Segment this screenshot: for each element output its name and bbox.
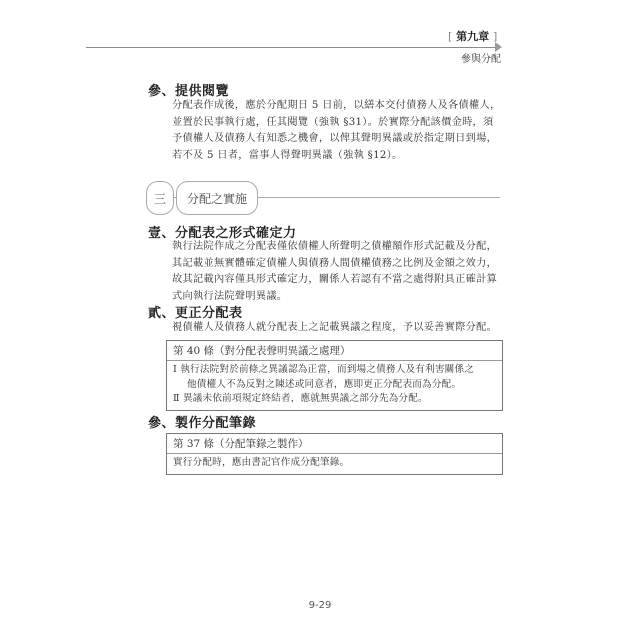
chapter-text: 第九章 <box>456 30 490 43</box>
text-line: 其記載並無實體確定債權人與債務人間債權債務之比例及金額之效力， <box>172 257 498 269</box>
article-37-title: 第 37 條（分配筆錄之製作） <box>167 434 502 454</box>
heading-correct-table: 貳、更正分配表 <box>148 306 243 321</box>
heading-provide-view: 參、提供閱覽 <box>148 84 230 99</box>
article-40-box <box>166 340 503 411</box>
article-40-title: 第 40 條（對分配表聲明異議之處理） <box>167 341 502 361</box>
text-line: 並置於民事執行處，任其閱覽（強執 §31）。於實際分配該價金時，須 <box>172 116 494 128</box>
text-line: 若不及 5 日者，當事人得聲明異議（強執 §12）。 <box>172 149 403 161</box>
paragraph-correct-table: 視債權人及債務人就分配表上之記載異議之程度，予以妥善實際分配。 <box>172 322 498 333</box>
article-line: 他債權人不為反對之陳述或同意者，應即更正分配表而為分配。 <box>187 378 462 390</box>
text-line: 予債權人及債務人有知悉之機會，以俾其聲明異議或於指定期日到場， <box>172 133 498 144</box>
heading-distribution-record: 參、製作分配筆錄 <box>148 416 257 431</box>
paragraph-formal-finality <box>172 239 502 305</box>
article-37-box <box>166 433 503 475</box>
article-37-body: 實行分配時，應由書記官作成分配筆錄。 <box>173 457 350 468</box>
section-title: 分配之實施 <box>176 181 258 215</box>
heading-formal-finality: 壹、分配表之形式確定力 <box>148 226 297 241</box>
text-line: 故其記載內容僅具形式確定力，關係人若認有不當之處得附具正確計算 <box>172 274 498 285</box>
section-number: 三 <box>146 181 174 215</box>
page-number: 9-29 <box>308 600 332 611</box>
article-line: Ⅰ 執行法院對於前條之異議認為正當，而到場之債務人及有利害關係之 <box>173 364 475 375</box>
paragraph-provide-view <box>172 98 502 164</box>
chapter-label: [ 第九章 ] <box>448 30 498 43</box>
text-line: 式向執行法院聲明異議。 <box>172 290 288 302</box>
chapter-subtitle: 參與分配 <box>461 54 501 65</box>
text-line: 執行法院作成之分配表僅依債權人所聲明之債權額作形式記載及分配， <box>172 241 498 252</box>
header-rule <box>86 47 496 48</box>
article-40-body <box>167 361 502 410</box>
article-line: Ⅱ 異議未依前項規定終結者，應就無異議之部分先為分配。 <box>173 393 428 404</box>
text-line: 分配表作成後，應於分配期日 5 日前，以繕本交付債務人及各債權人， <box>172 100 501 111</box>
